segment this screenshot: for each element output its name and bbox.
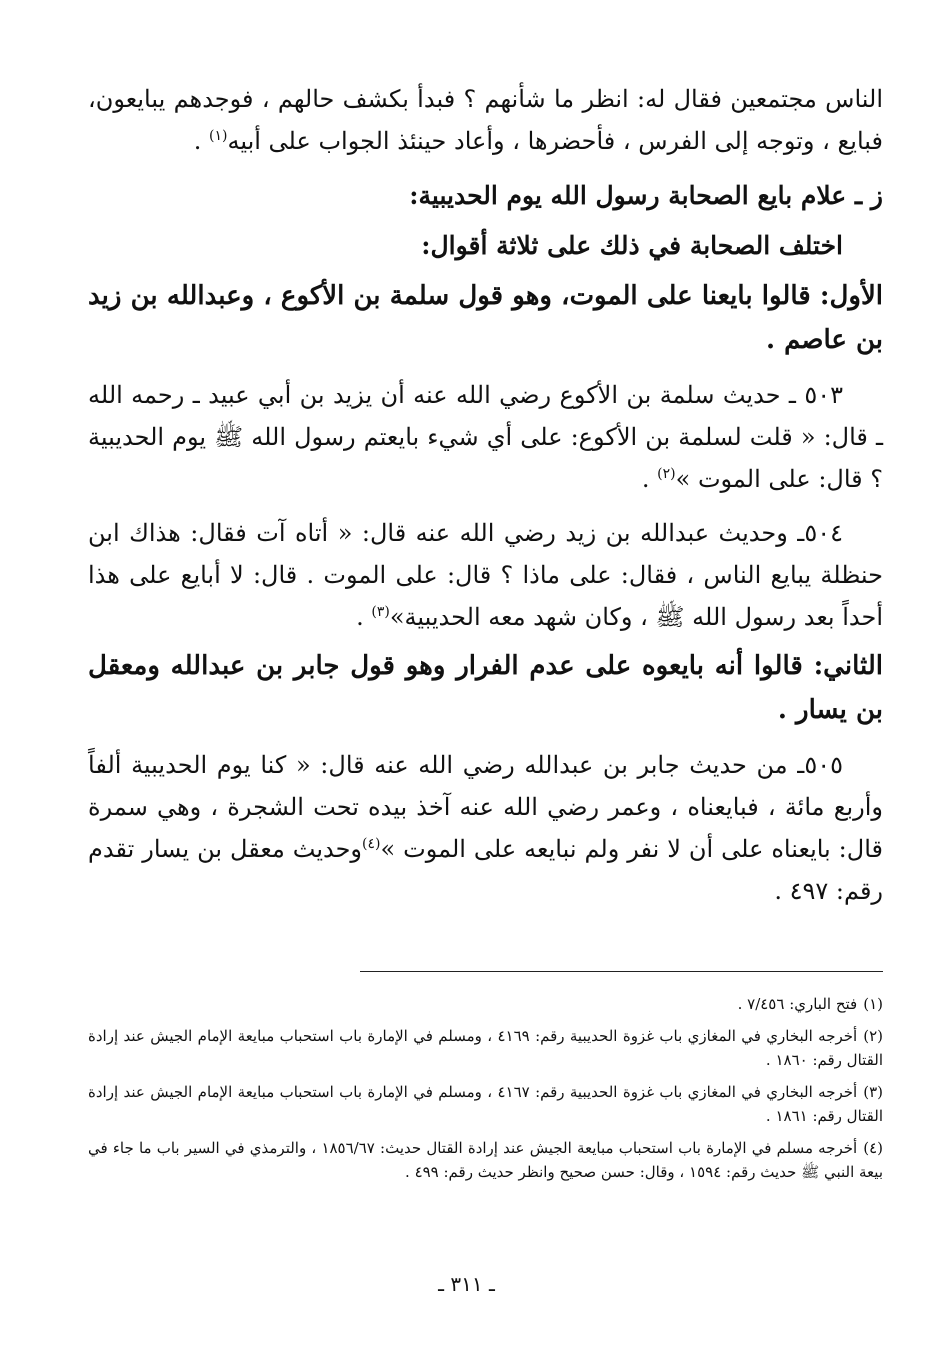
hadith-text: ٥٠٤ـ وحديث عبدالله بن زيد رضي الله عنه قال: « أتاه آت فقال: هذاك ابن حنظلة يبايع الناس ، فقال: على ماذا ؟ قال: على الموت . قال: لا أبايع على هذا أحداً بعد رسول الله ﷺ ، وكان شهد معه الحديبية» [88,519,883,631]
footnote-2 [88,1024,883,1072]
footnote-ref-4: (٤) [362,836,381,852]
footnote-number: (٤) [863,1139,883,1157]
page-number: ـ ٣١١ ـ [438,1272,495,1296]
paragraph-first-opinion: الأول: قالوا بايعنا على الموت، وهو قول سلمة بن الأكوع ، وعبدالله بن زيد بن عاصم . [88,281,883,355]
footnote-ref-1: (١) [209,128,228,144]
footnote-4 [88,1136,883,1184]
hadith-505 [88,744,883,912]
hadith-503 [88,374,883,500]
hadith-end: وحديث معقل بن يسار تقدم رقم: ٤٩٧ . [88,835,883,905]
footnote-text: فتح الباري: ٧/٤٥٦ . [737,995,858,1013]
footnote-number: (١) [863,995,883,1013]
footnotes [88,992,883,1192]
footnote-number: (٢) [863,1027,883,1045]
footnote-1 [88,992,883,1016]
main-text [88,78,883,912]
footnote-text: أخرجه البخاري في المغازي باب غزوة الحديبية رقم: ٤١٦٧ ، ومسلم في الإمارة باب استحباب مبايعة الإمام الجيش عند إرادة القتال رقم: ١٨٦١ . [88,1083,883,1125]
subheading-three-opinions: اختلف الصحابة في ذلك على ثلاثة أقوال: [421,231,843,260]
hadith-text: ٥٠٥ـ من حديث جابر بن عبدالله رضي الله عنه قال: « كنا يوم الحديبية ألفاً وأربع مائة ، فبايعناه ، وعمر رضي الله عنه آخذ بيده تحت الشجرة ، وهي سمرة قال: بايعناه على أن لا نفر ولم نبايعه على الموت » [88,751,883,863]
footnote-ref-2: (٢) [657,466,676,482]
footnote-divider [360,971,883,972]
hadith-504 [88,512,883,638]
footnote-text: أخرجه مسلم في الإمارة باب استحباب مبايعة الجيش عند إرادة القتال حديث: ١٨٥٦/٦٧ ، والترمذي في السير باب ما جاء في بيعة النبي ﷺ حديث رقم: ١٥٩٤ ، وقال: حسن صحيح وانظر حديث رقم: ٤٩٩ . [88,1139,883,1181]
footnote-3 [88,1080,883,1128]
hadith-text: ٥٠٣ ـ حديث سلمة بن الأكوع رضي الله عنه أن يزيد بن أبي عبيد ـ رحمه الله ـ قال: « قلت لسلمة بن الأكوع: على أي شيء بايعتم رسول الله ﷺ يوم الحديبية ؟ قال: على الموت » [88,381,883,493]
paragraph-second-opinion: الثاني: قالوا أنه بايعوه على عدم الفرار وهو قول جابر بن عبدالله ومعقل بن يسار . [88,651,883,725]
footnote-number: (٣) [863,1083,883,1101]
hadith-end: . [641,465,658,493]
paragraph-text: الناس مجتمعين فقال له: انظر ما شأنهم ؟ فبدأ بكشف حالهم ، فوجدهم يبايعون، فبايع ، وتوجه إلى الفرس ، فأحضرها ، وأعاد حينئذ الجواب على أبيه [88,85,883,155]
hadith-end: . [356,603,372,631]
footnote-text: أخرجه البخاري في المغازي باب غزوة الحديبية رقم: ٤١٦٩ ، ومسلم في الإمارة باب استحباب مبايعة الإمام الجيش عند إرادة القتال رقم: ١٨٦٠ . [88,1027,883,1069]
footnote-ref-3: (٣) [371,604,390,620]
paragraph-end: . [193,127,209,155]
paragraph-continuation [88,78,883,162]
section-heading-z: ز ـ علام بايع الصحابة رسول الله يوم الحديبية: [409,181,883,210]
